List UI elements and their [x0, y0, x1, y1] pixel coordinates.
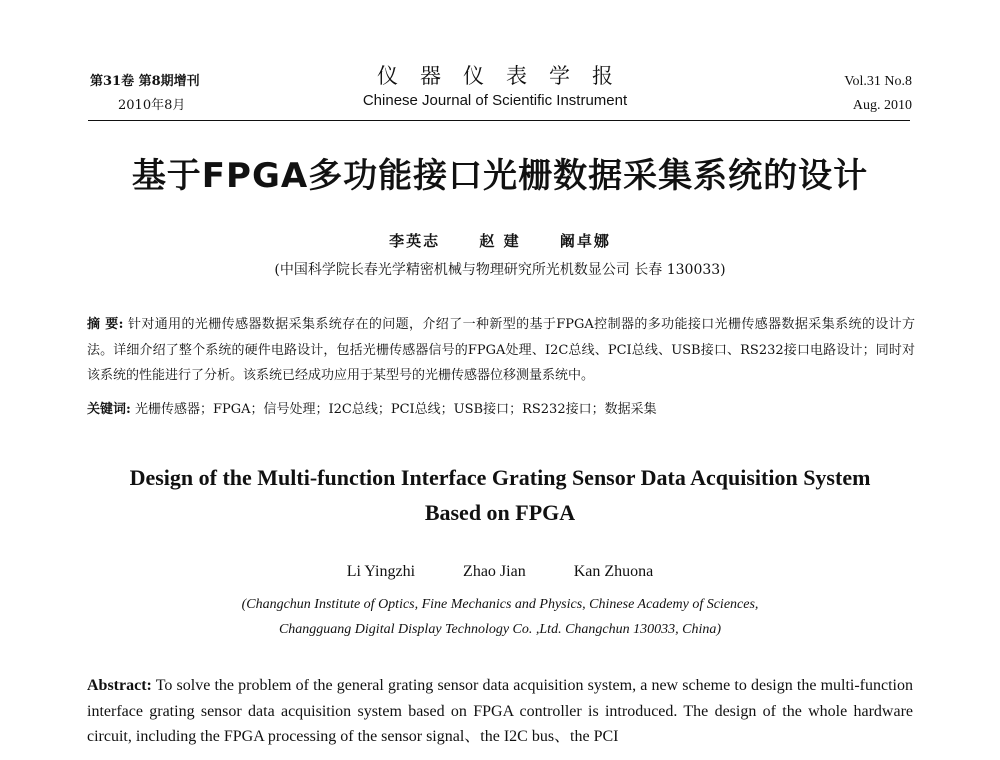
keywords-cn-label: 关键词: [87, 402, 131, 417]
header-volume-info [90, 70, 200, 118]
title-en [80, 460, 920, 530]
title-cn: 基于FPGA多功能接口光栅数据采集系统的设计 [131, 156, 869, 196]
header-date-en: Aug. 2010 [852, 98, 912, 113]
authors-en [80, 563, 920, 581]
author-en: Li Yingzhi [346, 563, 416, 580]
keywords-cn-text: 光栅传感器；FPGA；信号处理；I2C总线；PCI总线；USB接口；RS232接口；数据采集 [134, 402, 657, 417]
abstract-cn-text: 针对通用的光栅传感器数据采集系统存在的问题，介绍了一种新型的基于FPGA控制器的多功能接口光栅传感器数据采集系统的设计方法。详细介绍了整个系统的硬件电路设计，包括光栅传感器信号的FPGA处理、I2C总线、PCI总线、USB接口、RS232接口电路设计；同时对该系统的性能进行了分析。该系统已经成功应用于某型号的光栅传感器位移测量系统中。 [87, 317, 915, 383]
header-rule [88, 120, 910, 121]
abstract-en [87, 673, 913, 750]
abstract-en-label: Abstract: [87, 677, 152, 694]
author-en: Kan Zhuona [573, 563, 654, 580]
header-volume-en: Vol.31 No.8 [844, 74, 912, 89]
author-cn: 赵 建 [479, 232, 521, 250]
affiliation-en-line: (Changchun Institute of Optics, Fine Mechanics and Physics, Chinese Academy of Sciences, [241, 597, 759, 612]
affiliation-en-line: Changguang Digital Display Technology Co. ,Ltd. Changchun 130033, China) [278, 622, 722, 637]
header-date-cn: 2010年8月 [118, 98, 186, 113]
abstract-cn [87, 312, 915, 389]
affiliation-cn: (中国科学院长春光学精密机械与物理研究所光机数显公司 长春 130033) [274, 262, 726, 278]
header-volume-info-en [844, 70, 912, 118]
author-cn: 阚卓娜 [559, 232, 611, 250]
author-cn: 李英志 [389, 232, 441, 250]
journal-name-cn: 仪器仪表学报 [377, 64, 635, 88]
affiliation-en [80, 592, 920, 642]
author-en: Zhao Jian [463, 563, 526, 580]
journal-name-en: Chinese Journal of Scientific Instrument [362, 92, 628, 109]
authors-cn [80, 230, 920, 251]
abstract-en-text: To solve the problem of the general grating sensor data acquisition system, a new scheme to design the multi-function interface grating sensor data acquisition system based on FPGA controller is introduced. The design of the whole hardware circuit, including the FPGA processing of the sensor signal、the I2C bus、the PCI [87, 677, 913, 745]
abstract-cn-label: 摘 要: [87, 317, 124, 332]
title-en-line: Based on FPGA [424, 500, 576, 525]
keywords-cn [87, 398, 915, 422]
header-volume-issue: 第31卷 第8期增刊 [90, 74, 200, 89]
title-en-line: Design of the Multi-function Interface Grating Sensor Data Acquisition System [129, 465, 871, 490]
journal-name [280, 62, 710, 112]
